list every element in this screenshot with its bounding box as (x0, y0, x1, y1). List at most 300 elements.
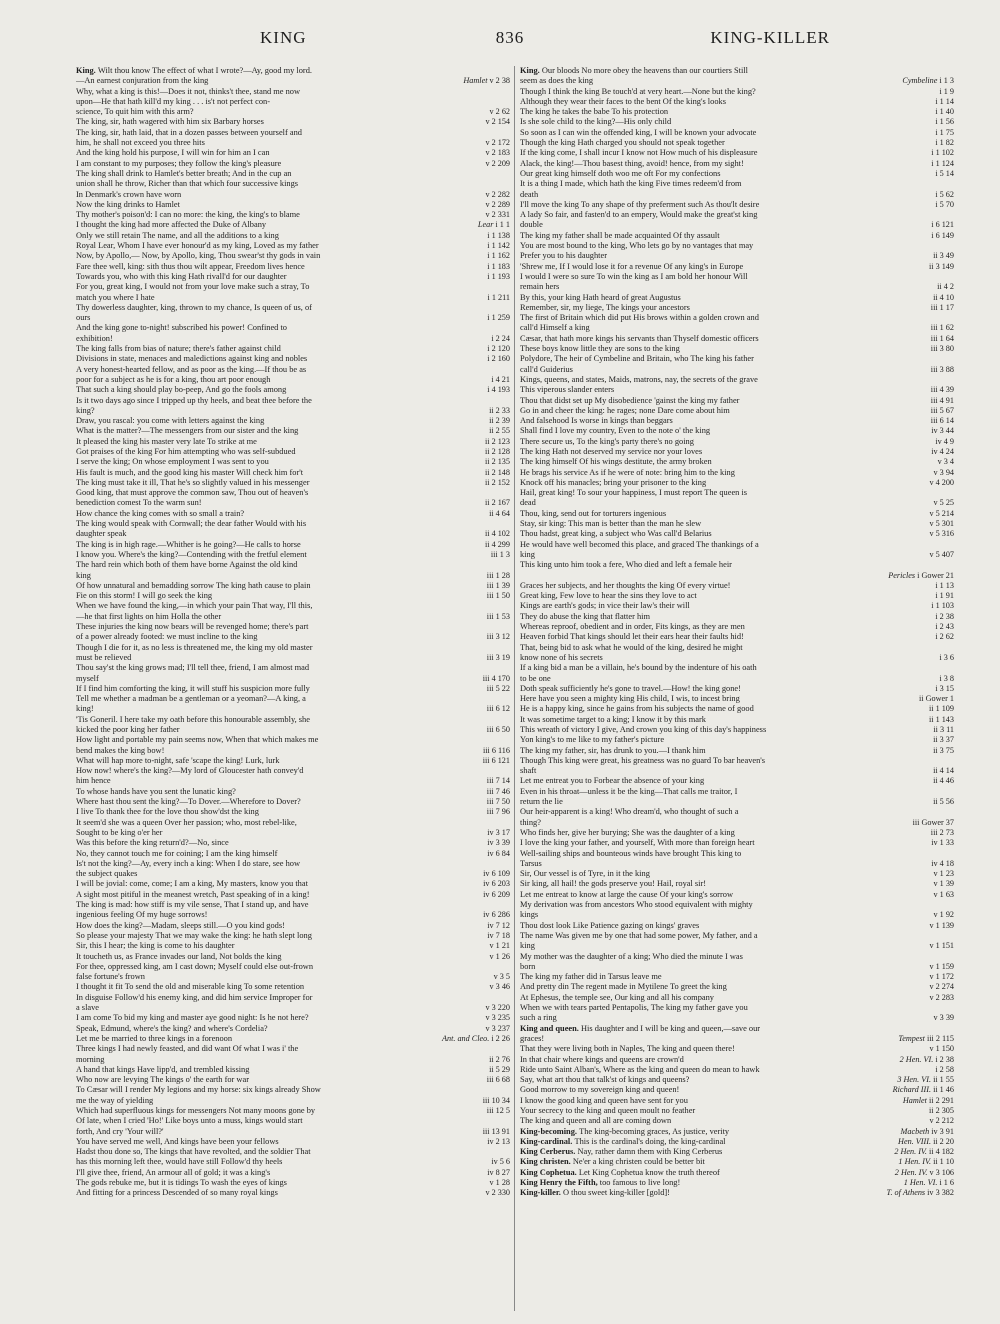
act-scene-line: i 5 70 (935, 199, 954, 209)
quotation-body: shaft (520, 766, 537, 776)
quotation-text (520, 591, 932, 601)
quotation-body: Good morrow to my sovereign king and queen! (520, 1085, 680, 1095)
quotation-text (520, 725, 930, 735)
quotation-text (520, 694, 916, 704)
act-scene-line: i 1 162 (487, 251, 510, 261)
quotation-text (520, 1106, 926, 1116)
concordance-line (76, 1096, 510, 1106)
concordance-line (520, 993, 954, 1003)
concordance-line (76, 643, 510, 653)
reference (484, 262, 510, 272)
quotation-text (76, 560, 507, 570)
act-scene-line: ii 4 299 (484, 539, 510, 549)
quotation-text (520, 303, 928, 313)
concordance-line (76, 684, 510, 694)
concordance-line (76, 952, 510, 962)
quotation-body: Good king, that must approve the common saw, Thou out of heaven's (76, 488, 309, 498)
act-scene-line: i 2 160 (487, 354, 510, 364)
quotation-body: That they were living both in Naples, The king and queen there! (520, 1044, 735, 1054)
quotation-text (76, 859, 507, 869)
concordance-line (520, 550, 954, 560)
concordance-line (520, 1157, 954, 1167)
quotation-text (520, 117, 932, 127)
quotation-text (520, 838, 928, 848)
concordance-line (76, 468, 510, 478)
reference (928, 416, 954, 426)
concordance-line (520, 601, 954, 611)
quotation-body: His daughter and I will be king and queen,—save our (580, 1023, 761, 1033)
act-scene-line: v 3 220 (485, 1003, 510, 1013)
act-scene-line: ii 3 11 (933, 725, 954, 734)
quotation-text (520, 776, 930, 786)
quotation-body: Was this before the king return'd?—No, since (76, 838, 229, 848)
concordance-line (76, 1127, 510, 1137)
quotation-text (76, 941, 487, 951)
quotation-text (76, 581, 484, 591)
quotation-body: myself (76, 673, 99, 683)
reference (898, 1127, 954, 1137)
quotation-text (520, 1096, 900, 1106)
reference (926, 962, 954, 972)
concordance-line (76, 117, 510, 127)
reference (928, 426, 954, 436)
quotation-text (76, 591, 484, 601)
concordance-line (76, 1065, 510, 1075)
concordance-line (76, 406, 510, 416)
quotation-text (520, 272, 951, 282)
quotation-text (520, 756, 951, 766)
running-head (60, 28, 940, 56)
reference (480, 746, 510, 756)
concordance-line (76, 262, 510, 272)
act-scene-line: iii 7 14 (486, 776, 510, 786)
quotation-body: Doth speak sufficiently he's gone to travel.—How! the king gone! (520, 683, 741, 693)
reference (488, 550, 510, 560)
reference (486, 406, 510, 416)
reference (926, 519, 954, 529)
act-scene-line: i 1 259 (487, 313, 510, 323)
concordance-line (520, 293, 954, 303)
act-scene-line: v 5 316 (929, 529, 954, 539)
play-title: 2 Hen. IV. (894, 1167, 930, 1177)
quotation-text (76, 447, 482, 457)
play-title: Tempest (898, 1033, 927, 1043)
quotation-text (76, 138, 482, 148)
concordance-line (76, 756, 510, 766)
quotation-text (76, 262, 484, 272)
quotation-text (76, 344, 484, 354)
quotation-body: Three kings I had newly feasted, and did want Of what I was i' the (76, 1044, 299, 1054)
quotation-body: You are most bound to the king, Who lets go by no vantages that may (520, 241, 754, 251)
quotation-text (520, 220, 928, 230)
quotation-body: It pleased the king his master very late To strike at me (76, 436, 257, 446)
quotation-text (76, 622, 507, 632)
concordance-line (520, 262, 954, 272)
reference (928, 859, 954, 869)
reference (926, 550, 954, 560)
concordance-line (76, 591, 510, 601)
act-scene-line: ii 4 182 (928, 1147, 954, 1157)
quotation-text (520, 828, 928, 838)
reference (891, 1147, 954, 1157)
quotation-text (520, 365, 928, 375)
act-scene-line: iii Gower 37 (912, 817, 954, 827)
concordance-line (76, 1024, 510, 1034)
quotation-body: Thou that didst set up My disobedience 'gainst the king my father (520, 395, 740, 405)
reference (482, 457, 510, 467)
act-scene-line: v 1 26 (489, 951, 510, 961)
reference (484, 251, 510, 261)
act-scene-line: ii 1 143 (928, 714, 954, 724)
quotation-text (520, 540, 951, 550)
concordance-line (520, 488, 954, 498)
reference (484, 807, 510, 817)
reference (482, 117, 510, 127)
quotation-text (520, 1075, 894, 1085)
concordance-line (520, 509, 954, 519)
quotation-text (520, 941, 926, 951)
quotation-text (76, 550, 488, 560)
concordance-line (76, 571, 510, 581)
concordance-line (520, 756, 954, 766)
concordance-line (520, 159, 954, 169)
concordance-line (520, 97, 954, 107)
reference (892, 1168, 954, 1178)
quotation-text (76, 869, 480, 879)
act-scene-line: i 1 13 (935, 580, 954, 590)
act-scene-line: i 2 120 (487, 344, 510, 354)
act-scene-line: i 1 183 (487, 261, 510, 271)
reference (926, 993, 954, 1003)
concordance-line (76, 1116, 510, 1126)
concordance-line (76, 941, 510, 951)
quotation-text (76, 159, 482, 169)
quotation-body: union shall he throw, Richer than that which four successive kings (76, 179, 299, 189)
reference (928, 334, 954, 344)
quotation-text (76, 498, 482, 508)
quotation-text (520, 1168, 892, 1178)
quotation-text (520, 818, 910, 828)
quotation-text (520, 1065, 932, 1075)
act-scene-line: iv 4 18 (931, 858, 954, 868)
reference (482, 1013, 510, 1023)
quotation-body: Your secrecy to the king and queen moult no feather (520, 1105, 696, 1115)
quotation-body: The king himself Of his wings destitute, the army broken (520, 457, 712, 467)
concordance-line (520, 1096, 954, 1106)
quotation-body: Draw, you rascal: you come with letters against the king (76, 416, 265, 426)
quotation-text (520, 1116, 926, 1126)
reference (480, 674, 510, 684)
concordance-line (520, 190, 954, 200)
quotation-body: forth, And cry 'Your will?' (76, 1126, 164, 1136)
reference (484, 725, 510, 735)
quotation-body: poor for a subject as he is for a king, thou art poor enough (76, 374, 271, 384)
concordance-line (520, 1013, 954, 1023)
act-scene-line: iii 1 53 (486, 611, 510, 621)
act-scene-line: i 6 149 (931, 230, 954, 240)
concordance-line (76, 251, 510, 261)
quotation-body: The name Was given me by one that had some power, My father, and a (520, 930, 758, 940)
quotation-body: Stay, sir king: This man is better than the man he slew (520, 519, 702, 529)
quotation-body: The king, sir, hath laid, that in a dozen passes between yourself and (76, 127, 302, 137)
reference (928, 396, 954, 406)
concordance-line (520, 797, 954, 807)
act-scene-line: v 1 28 (489, 1178, 510, 1188)
quotation-body: him hence (76, 776, 111, 786)
reference (928, 303, 954, 313)
concordance-line (76, 138, 510, 148)
concordance-line (520, 447, 954, 457)
act-scene-line: v 1 139 (929, 920, 954, 930)
concordance-line (520, 66, 954, 76)
quotation-text (76, 1003, 482, 1013)
quotation-body: And the king hold his purpose, I will win for him an I can (76, 148, 270, 158)
quotation-text (520, 931, 951, 941)
quotation-body: When we have found the king,—in which your pain That way, I'll this, (76, 601, 313, 611)
quotation-text (520, 313, 951, 323)
quotation-text (520, 426, 928, 436)
reference (928, 365, 954, 375)
quotation-text (76, 416, 486, 426)
concordance-line (76, 746, 510, 756)
reference (932, 632, 954, 642)
quotation-body: me the way of yielding (76, 1095, 154, 1105)
quotation-body: Our bloods No more obey the heavens than our courtiers Still (541, 66, 748, 75)
reference (926, 1044, 954, 1054)
concordance-line (520, 179, 954, 189)
quotation-body: When we with tears parted Pentapolis, The king my father gave you (520, 1003, 748, 1013)
quotation-body: Cæsar, that hath more kings his servants than Thyself domestic officers (520, 333, 759, 343)
quotation-text (520, 138, 932, 148)
quotation-body: kicked the poor king her father (76, 725, 180, 734)
reference (931, 498, 954, 508)
quotation-text (76, 488, 507, 498)
quotation-text (76, 251, 484, 261)
act-scene-line: v 2 172 (485, 138, 510, 148)
quotation-body: The king and queen and all are coming down (520, 1116, 672, 1126)
act-scene-line: i 2 62 (935, 632, 954, 642)
concordance-line (76, 550, 510, 560)
act-scene-line: iv 4 9 (935, 436, 954, 446)
act-scene-line: iv 4 24 (931, 446, 954, 456)
reference (475, 220, 510, 230)
quotation-body: Sir king, all hail! the gods preserve you! Hail, royal sir! (520, 879, 707, 889)
headword: King-killer. (520, 1188, 563, 1198)
concordance-line (76, 972, 510, 982)
play-title: Lear (477, 220, 496, 230)
quotation-body: The king shall drink to Hamlet's better breath; And in the cup an (76, 168, 292, 178)
act-scene-line: i 4 193 (487, 385, 510, 395)
reference (916, 694, 954, 704)
quotation-text (76, 849, 484, 859)
quotation-body: Yon king's to me like to my father's picture (520, 735, 665, 745)
concordance-line (520, 1044, 954, 1054)
concordance-line (520, 498, 954, 508)
quotation-body: Polydore, The heir of Cymbeline and Britain, who The king his father (520, 354, 754, 364)
act-scene-line: v 2 212 (929, 1116, 954, 1126)
play-title: Ant. and Cleo. (441, 1033, 492, 1043)
quotation-text (520, 1157, 895, 1167)
concordance-line (520, 344, 954, 354)
act-scene-line: iii 2 73 (930, 827, 954, 837)
quotation-body: To whose hands have you sent the lunatic king? (76, 786, 236, 796)
quotation-text (520, 632, 932, 642)
quotation-text (520, 97, 932, 107)
quotation-body: This is the cardinal's doing, the king-cardinal (574, 1136, 726, 1146)
act-scene-line: iii 10 34 (482, 1095, 510, 1105)
concordance-line (520, 807, 954, 817)
quotation-text (76, 684, 484, 694)
quotation-body: His fault is much, and the good king his master Will check him for't (76, 467, 304, 477)
reference (926, 478, 954, 488)
concordance-line (520, 776, 954, 786)
reference (484, 632, 510, 642)
quotation-body: By this, your king Hath heard of great Augustus (520, 292, 681, 302)
act-scene-line: iii 6 68 (486, 1075, 510, 1085)
concordance-line (76, 426, 510, 436)
quotation-text (520, 293, 930, 303)
quotation-body: Graces her subjects, and her thoughts the king Of every virtue! (520, 580, 731, 590)
quotation-body: A lady So fair, and fasten'd to an empery, Would make the great'st king (520, 210, 758, 220)
concordance-line (76, 148, 510, 158)
quotation-text (520, 1024, 951, 1034)
concordance-line (520, 478, 954, 488)
quotation-body: such a ring (520, 1013, 557, 1023)
quotation-text (520, 200, 932, 210)
reference (484, 344, 510, 354)
headword: King-cardinal. (520, 1136, 575, 1146)
quotation-body: A hand that kings Have lipp'd, and trembled kissing (76, 1064, 250, 1074)
quotation-text (520, 488, 951, 498)
concordance-line (520, 1116, 954, 1126)
act-scene-line: v 1 21 (489, 941, 510, 951)
quotation-body: Even in his throat—unless it be the king—That calls me traitor, I (520, 786, 738, 796)
act-scene-line: iii 6 116 (483, 745, 510, 755)
act-scene-line: ii 1 109 (928, 704, 954, 714)
quotation-text (76, 468, 482, 478)
running-head-left: KING (260, 28, 307, 47)
act-scene-line: iii 1 28 (486, 570, 510, 580)
act-scene-line: iv 3 382 (927, 1188, 954, 1198)
quotation-text (520, 406, 928, 416)
quotation-text (520, 890, 931, 900)
reference (484, 653, 510, 663)
reference (936, 674, 954, 684)
act-scene-line: iii 6 50 (486, 725, 510, 734)
act-scene-line: ii 1 55 (933, 1075, 954, 1085)
quotation-body: Prefer you to his daughter (520, 251, 607, 261)
act-scene-line: ii 2 135 (484, 457, 510, 467)
quotation-body: born (520, 961, 536, 971)
reference (932, 591, 954, 601)
reference (480, 1096, 510, 1106)
concordance-line (76, 128, 510, 138)
quotation-text (76, 632, 484, 642)
reference (926, 704, 954, 714)
act-scene-line: iii 1 3 (490, 549, 510, 559)
act-scene-line: iii 1 39 (486, 580, 510, 590)
reference (926, 1116, 954, 1126)
quotation-text (76, 128, 507, 138)
quotation-body: They do abuse the king that flatter him (520, 611, 651, 621)
reference (894, 1075, 954, 1085)
concordance-line (76, 97, 510, 107)
reference (932, 200, 954, 210)
act-scene-line: iii 13 91 (482, 1126, 510, 1136)
reference (482, 159, 510, 169)
quotation-body: dead (520, 498, 536, 508)
quotation-body: Where hast thou sent the king?—To Dover.—Wherefore to Dover? (76, 797, 301, 807)
concordance-line (76, 818, 510, 828)
reference (900, 1096, 954, 1106)
reference (484, 241, 510, 251)
concordance-line (520, 231, 954, 241)
quotation-body: Of how unnatural and bemadding sorrow The king hath cause to plain (76, 580, 311, 590)
concordance-line (76, 447, 510, 457)
act-scene-line: ii 2 33 (489, 405, 510, 415)
concordance-line (76, 910, 510, 920)
headword: King. (520, 66, 542, 75)
act-scene-line: ii 1 46 (933, 1085, 954, 1095)
quotation-text (520, 1034, 895, 1044)
act-scene-line: ii 5 56 (933, 797, 954, 807)
quotation-body: The king is in high rage.—Whither is he going?—He calls to horse (76, 539, 301, 549)
quotation-text (76, 293, 485, 303)
act-scene-line: ii 2 76 (489, 1054, 510, 1064)
reference (928, 601, 954, 611)
quotation-body: Let King Cophetua know the truth thereof (578, 1167, 720, 1177)
concordance-line (520, 1034, 954, 1044)
quotation-text (76, 303, 507, 313)
quotation-body: Whereas reproof, obedient and in order, Fits kings, as they are men (520, 622, 745, 632)
act-scene-line: v 3 4 (937, 457, 954, 467)
act-scene-line: i 1 75 (935, 127, 954, 137)
quotation-body: double (520, 220, 543, 230)
act-scene-line: i 1 124 (931, 158, 954, 168)
concordance-line (520, 663, 954, 673)
quotation-body: That, being bid to ask what he would of the king, desired he might (520, 642, 743, 652)
quotation-body: king? (76, 405, 95, 415)
quotation-body: Kings, queens, and states, Maids, matrons, nay, the secrets of the grave (520, 374, 758, 384)
quotation-body: Now, by Apollo,— Now, by Apollo, king, Thou swear'st thy gods in vain (76, 251, 321, 261)
quotation-text (76, 972, 491, 982)
quotation-text (76, 982, 487, 992)
quotation-body: I'll move the king To any shape of thy preferment such As thou'lt desire (520, 199, 760, 209)
quotation-body: king (520, 549, 535, 559)
concordance-line (520, 128, 954, 138)
quotation-body: 'Shrew me, If I would lose it for a revenue Of any king's in Europe (520, 261, 744, 271)
concordance-line (520, 385, 954, 395)
reference (932, 97, 954, 107)
play-title: Pericles (888, 570, 918, 580)
concordance-line (76, 272, 510, 282)
reference (482, 1003, 510, 1013)
concordance-line (520, 138, 954, 148)
play-title: 2 Hen. VI. (899, 1054, 936, 1064)
quotation-text (520, 797, 930, 807)
concordance-line (520, 787, 954, 797)
concordance-line (76, 66, 510, 76)
act-scene-line: v 5 301 (929, 519, 954, 529)
concordance-line (76, 169, 510, 179)
quotation-body: has this morning left thee, would have still Follow'd thy heels (76, 1157, 283, 1167)
quotation-text (520, 787, 951, 797)
act-scene-line: iii 3 88 (930, 364, 954, 374)
reference (484, 931, 510, 941)
quotation-body: That such a king should play bo-peep, And go the fools among (76, 385, 287, 395)
quotation-body: Let me entreat you to Forbear the absence of your king (520, 776, 705, 786)
concordance-line (520, 818, 954, 828)
